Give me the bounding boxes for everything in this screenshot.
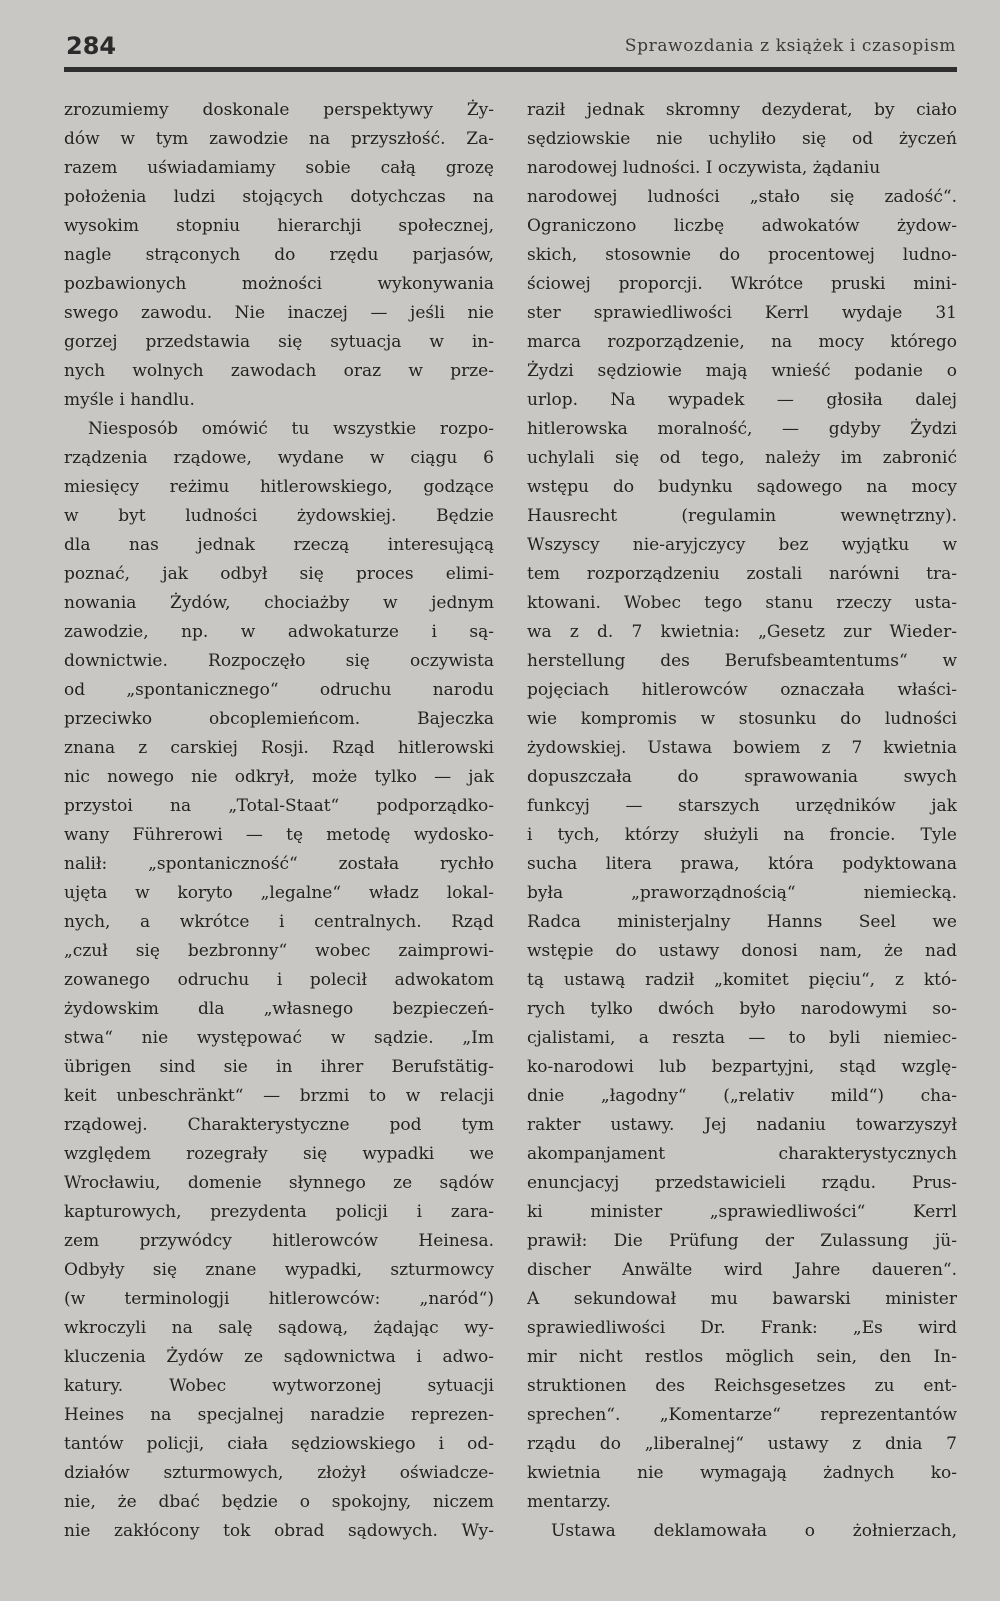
text-line: przeciwko obcoplemieńcom. Bajeczka <box>64 709 494 729</box>
text-line: zem przywódcy hitlerowców Heinesa. <box>64 1231 494 1251</box>
text-line: poznać, jak odbył się proces elimi- <box>64 564 494 584</box>
text-line: przystoi na „Total-Staat“ podporządko- <box>64 796 494 816</box>
text-line: dla nas jednak rzeczą interesującą <box>64 535 494 555</box>
text-line: tą ustawą radził „komitet pięciu“, z któ- <box>527 970 957 990</box>
text-line: zowanego odruchu i polecił adwokatom <box>64 970 494 990</box>
text-line: sędziowskie nie uchyliło się od życzeń <box>527 129 957 149</box>
text-line: znana z carskiej Rosji. Rząd hitlerowski <box>64 738 494 758</box>
text-line: nych, a wkrótce i centralnych. Rząd <box>64 912 494 932</box>
text-line: narodowej ludności. I oczywista, żądaniu <box>527 158 881 178</box>
text-line: Żydzi sędziowie mają wnieść podanie o <box>527 361 957 381</box>
running-title: Sprawozdania z książek i czasopism <box>624 36 956 56</box>
text-line: żydowskiej. Ustawa bowiem z 7 kwietnia <box>527 738 957 758</box>
text-line: dnie „łagodny“ („relativ mild“) cha- <box>527 1086 957 1106</box>
text-line: Niesposób omówić tu wszystkie rozpo- <box>88 419 494 439</box>
text-line: działów szturmowych, złożył oświadcze- <box>64 1463 494 1483</box>
text-line: A sekundował mu bawarski minister <box>527 1289 957 1309</box>
text-line: od „spontanicznego“ odruchu narodu <box>64 680 494 700</box>
text-line: wstępu do budynku sądowego na mocy <box>527 477 957 497</box>
text-line: „czuł się bezbronny“ wobec zaimprowi- <box>64 941 494 961</box>
text-line: pojęciach hitlerowców oznaczała właści- <box>527 680 957 700</box>
text-line: marca rozporządzenie, na mocy którego <box>527 332 957 352</box>
text-line: ściowej proporcji. Wkrótce pruski mini- <box>527 274 957 294</box>
page-number: 284 <box>66 32 117 60</box>
text-line: Wrocławiu, domenie słynnego ze sądów <box>64 1173 494 1193</box>
text-line: cjalistami, a reszta — to byli niemiec- <box>527 1028 957 1048</box>
text-line: urlop. Na wypadek — głosiła dalej <box>527 390 957 410</box>
text-line: rządowej. Charakterystyczne pod tym <box>64 1115 494 1135</box>
text-line: położenia ludzi stojących dotychczas na <box>64 187 494 207</box>
text-line: sucha litera prawa, która podyktowana <box>527 854 957 874</box>
text-line: narodowej ludności „stało się zadość“. <box>527 187 957 207</box>
text-line: miesięcy reżimu hitlerowskiego, godzące <box>64 477 494 497</box>
text-line: discher Anwälte wird Jahre daueren“. <box>527 1260 957 1280</box>
text-line: wysokim stopniu hierarchji społecznej, <box>64 216 494 236</box>
text-line: wie kompromis w stosunku do ludności <box>527 709 957 729</box>
text-line: nowania Żydów, chociażby w jednym <box>64 593 494 613</box>
text-line: rych tylko dwóch było narodowymi so- <box>527 999 957 1019</box>
text-line: i tych, którzy służyli na froncie. Tyle <box>527 825 957 845</box>
text-line: wkroczyli na salę sądową, żądając wy- <box>64 1318 494 1338</box>
text-line: dopuszczała do sprawowania swych <box>527 767 957 787</box>
text-line: mir nicht restlos möglich sein, den In- <box>527 1347 957 1367</box>
text-line: skich, stosownie do procentowej ludno- <box>527 245 957 265</box>
header-rule <box>64 67 957 72</box>
text-line: Ustawa deklamowała o żołnierzach, <box>551 1521 957 1541</box>
text-line: dów w tym zawodzie na przyszłość. Za- <box>64 129 494 149</box>
text-line: rządu do „liberalnej“ ustawy z dnia 7 <box>527 1434 957 1454</box>
text-line: (w terminologji hitlerowców: „naród“) <box>64 1289 494 1309</box>
text-line: rakter ustawy. Jej nadaniu towarzyszył <box>527 1115 957 1135</box>
text-line: żydowskim dla „własnego bezpieczeń- <box>64 999 494 1019</box>
text-line: kluczenia Żydów ze sądownictwa i adwo- <box>64 1347 494 1367</box>
text-line: względem rozegrały się wypadki we <box>64 1144 494 1164</box>
text-line: uchylali się od tego, należy im zabronić <box>527 448 957 468</box>
text-line: Hausrecht (regulamin wewnętrzny). <box>527 506 957 526</box>
text-line: nych wolnych zawodach oraz w prze- <box>64 361 494 381</box>
text-line: nagle strąconych do rzędu parjasów, <box>64 245 494 265</box>
left-text-column <box>64 96 494 1546</box>
text-line: ki minister „sprawiedliwości“ Kerrl <box>527 1202 957 1222</box>
text-line: tantów policji, ciała sędziowskiego i od- <box>64 1434 494 1454</box>
text-line: Wszyscy nie-aryjczycy bez wyjątku w <box>527 535 957 555</box>
text-line: pozbawionych możności wykonywania <box>64 274 494 294</box>
text-line: raził jednak skromny dezyderat, by ciało <box>527 100 957 120</box>
text-line: nalił: „spontaniczność“ została rychło <box>64 854 494 874</box>
text-line: razem uświadamiamy sobie całą grozę <box>64 158 494 178</box>
text-line: prawił: Die Prüfung der Zulassung jü- <box>527 1231 957 1251</box>
text-line: mentarzy. <box>527 1492 611 1512</box>
text-line: funkcyj — starszych urzędników jak <box>527 796 957 816</box>
text-line: ujęta w koryto „legalne“ władz lokal- <box>64 883 494 903</box>
text-line: wstępie do ustawy donosi nam, że nad <box>527 941 957 961</box>
text-line: struktionen des Reichsgesetzes zu ent- <box>527 1376 957 1396</box>
text-line: sprawiedliwości Dr. Frank: „Es wird <box>527 1318 957 1338</box>
text-line: gorzej przedstawia się sytuacja w in- <box>64 332 494 352</box>
text-line: ktowani. Wobec tego stanu rzeczy usta- <box>527 593 957 613</box>
text-line: ko-narodowi lub bezpartyjni, stąd wzglę- <box>527 1057 957 1077</box>
text-line: katury. Wobec wytworzonej sytuacji <box>64 1376 494 1396</box>
text-line: nic nowego nie odkrył, może tylko — jak <box>64 767 494 787</box>
text-line: nie, że dbać będzie o spokojny, niczem <box>64 1492 494 1512</box>
text-line: zrozumiemy doskonale perspektywy Ży- <box>64 100 494 120</box>
text-line: rządzenia rządowe, wydane w ciągu 6 <box>64 448 494 468</box>
text-line: wany Führerowi — tę metodę wydosko- <box>64 825 494 845</box>
text-line: stwa“ nie występować w sądzie. „Im <box>64 1028 494 1048</box>
text-line: kwietnia nie wymagają żadnych ko- <box>527 1463 957 1483</box>
text-line: keit unbeschränkt“ — brzmi to w relacji <box>64 1086 494 1106</box>
text-line: akompanjament charakterystycznych <box>527 1144 957 1164</box>
text-line: kapturowych, prezydenta policji i zara- <box>64 1202 494 1222</box>
text-line: zawodzie, np. w adwokaturze i są- <box>64 622 494 642</box>
text-line: downictwie. Rozpoczęło się oczywista <box>64 651 494 671</box>
right-text-column <box>527 96 957 1546</box>
text-line: Heines na specjalnej naradzie reprezen- <box>64 1405 494 1425</box>
text-line: ster sprawiedliwości Kerrl wydaje 31 <box>527 303 957 323</box>
text-line: w byt ludności żydowskiej. Będzie <box>64 506 494 526</box>
text-line: tem rozporządzeniu zostali narówni tra- <box>527 564 957 584</box>
text-line: swego zawodu. Nie inaczej — jeśli nie <box>64 303 494 323</box>
text-line: była „praworządnością“ niemiecką. <box>527 883 957 903</box>
text-line: Ograniczono liczbę adwokatów żydow- <box>527 216 957 236</box>
text-line: herstellung des Berufsbeamtentums“ w <box>527 651 957 671</box>
text-line: übrigen sind sie in ihrer Berufstätig- <box>64 1057 494 1077</box>
text-line: Odbyły się znane wypadki, szturmowcy <box>64 1260 494 1280</box>
text-line: wa z d. 7 kwietnia: „Gesetz zur Wieder- <box>527 622 957 642</box>
text-line: nie zakłócony tok obrad sądowych. Wy- <box>64 1521 494 1541</box>
text-line: hitlerowska moralność, — gdyby Żydzi <box>527 419 957 439</box>
text-line: sprechen“. „Komentarze“ reprezentantów <box>527 1405 957 1425</box>
text-line: enuncjacyj przedstawicieli rządu. Prus- <box>527 1173 957 1193</box>
text-line: myśle i handlu. <box>64 390 195 410</box>
text-line: Radca ministerjalny Hanns Seel we <box>527 912 957 932</box>
